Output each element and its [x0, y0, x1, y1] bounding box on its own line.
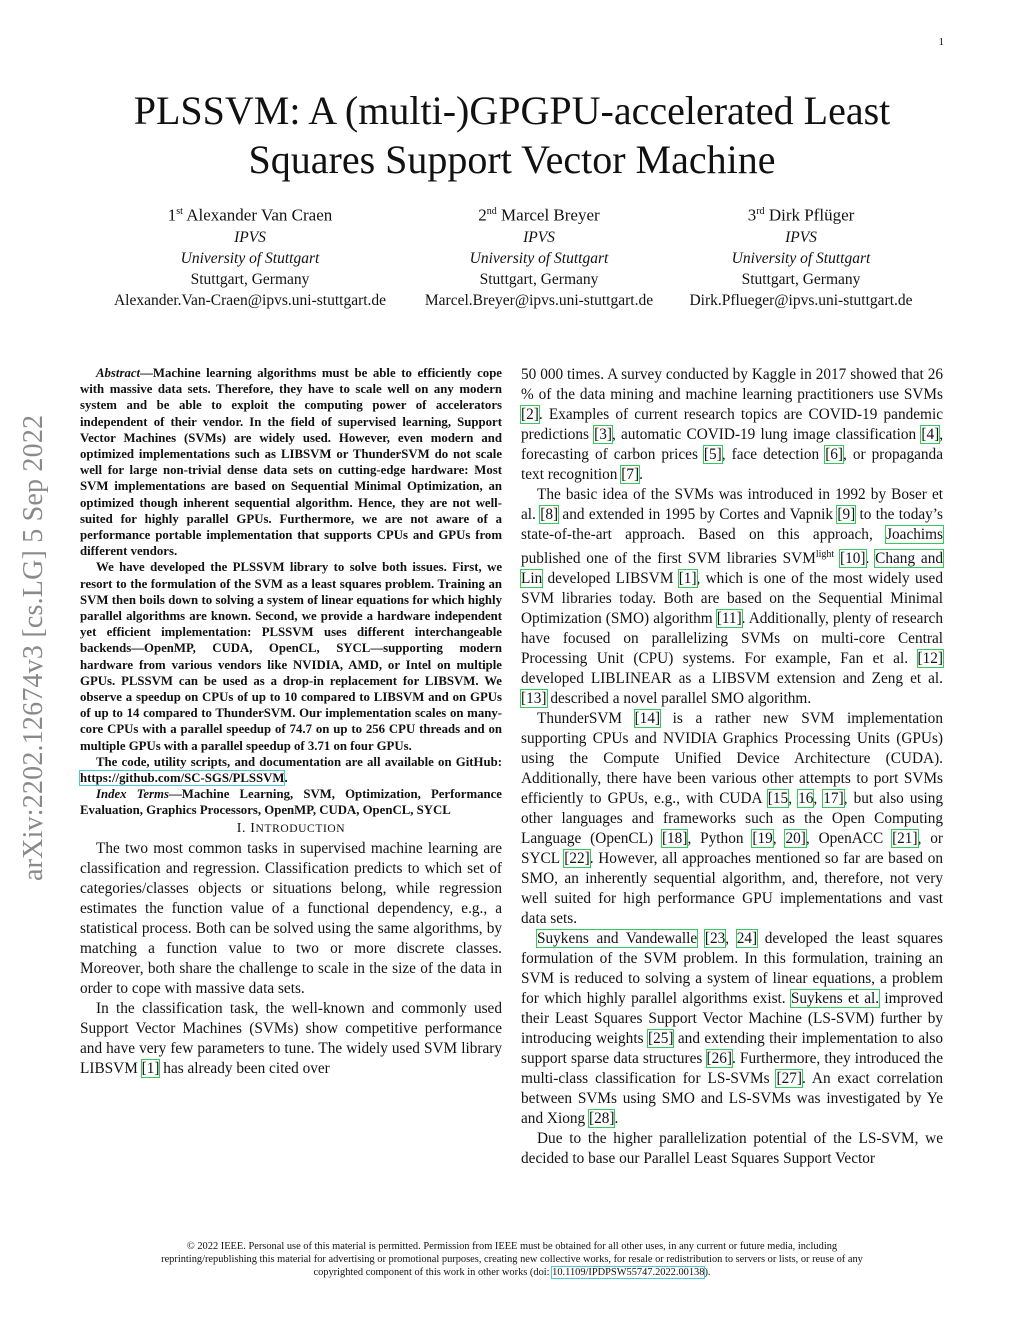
arxiv-stamp: arXiv:2202.12674v3 [cs.LG] 5 Sep 2022: [18, 414, 49, 881]
citation-link[interactable]: [10]: [840, 550, 866, 568]
index-terms-text: —Machine Learning, SVM, Optimization, Performance Evaluation, Graphics Processors, OpenMP, CUDA, OpenCL, SYCL: [80, 787, 502, 818]
text-run: described a novel parallel SMO algorithm.: [546, 690, 812, 708]
title-line-2: Squares Support Vector Machine: [248, 137, 776, 182]
text-run: improved their Least Squares Support Vector Machine (LS-SVM) further by introducing weights: [521, 990, 944, 1048]
author-ordinal: 3: [747, 205, 757, 225]
citation-link[interactable]: [2]: [521, 406, 539, 423]
citation-link[interactable]: [3]: [594, 426, 612, 443]
author-city: Stuttgart, Germany: [190, 270, 310, 288]
page-number: 1: [938, 36, 944, 48]
author-email[interactable]: Marcel.Breyer@ipvs.uni-stuttgart.de: [424, 291, 654, 309]
copyright-footer: [100, 1240, 924, 1279]
text-run: ,: [788, 790, 799, 808]
abstract-label: Abstract: [96, 366, 141, 380]
citation-link[interactable]: [26]: [706, 1050, 732, 1068]
author-ordinal: 1: [167, 205, 177, 225]
text-run: and extending their implementation to also support sparse data structures: [521, 1030, 943, 1068]
abstract: [80, 365, 502, 819]
right-paragraph-4: [521, 929, 943, 1129]
text-run: developed LIBSVM: [542, 570, 679, 588]
author-dept: IPVS: [785, 228, 817, 246]
text-run: .: [639, 466, 643, 483]
author-email[interactable]: Dirk.Pflueger@ipvs.uni-stuttgart.de: [689, 291, 913, 309]
author-dept: IPVS: [234, 228, 266, 246]
footer-doi-suffix: ).: [704, 1267, 711, 1278]
text-run: developed the least squares formulation of the SVM problem. In this formulation, training an SVM is reduced to solving a system of linear equations, a problem for which highly parallel algorithms exist.: [521, 930, 943, 1008]
citation-link[interactable]: [4]: [921, 426, 940, 443]
doi-link[interactable]: 10.1109/IPDPSW55747.2022.00138: [552, 1267, 705, 1278]
intro-paragraph-1: The two most common tasks in supervised machine learning are classification and regression. Classification predicts to which set of categories/classes objects or situations belong, while regression estimates the function value of a functional dependency, e.g., a statistical process. Both can be solved using the same algorithms, by matching a function value to two or more discrete classes. Moreover, both share the challenge to scale in the size of the data in order to cope with massive data sets.: [80, 839, 502, 997]
abstract-paragraph-3: [80, 754, 502, 786]
title-line-1: PLSSVM: A (multi-)GPGPU-accelerated Least: [133, 88, 891, 133]
text-run: ,: [725, 930, 737, 948]
citation-link[interactable]: [8]: [540, 506, 559, 523]
abstract-text: —Machine learning algorithms must be able to efficiently cope with massive data sets. Therefore, they have to scale well on any modern system and be able to exploit the computing power of accelerators independent of their vendor. In the field of supervised learning, Support Vector Machines (SVMs) are widely used. However, even modern and optimized implementations such as LIBSVM or ThunderSVM do not scale well for large non-trivial dense data sets on cutting-edge hardware: Most SVM implementations are based on Sequential Minimal Optimization, an optimized though inherent sequential algorithm. Hence, they are not well-suited for highly parallel GPUs. Furthermore, we are not aware of a performance portable implementation that supports CPUs and GPUs from different vendors.: [80, 366, 502, 559]
section-heading-introduction: [80, 819, 502, 839]
citation-link[interactable]: [6]: [825, 446, 844, 463]
author-dept: IPVS: [523, 228, 555, 246]
index-terms: [80, 786, 502, 818]
footer-line-1: © 2022 IEEE. Personal use of this material is permitted. Permission from IEEE must be obtained for all other uses, in any current or future media, including: [186, 1241, 838, 1252]
author-block-1: [85, 201, 415, 311]
text-run: and extended in 1995 by Cortes and Vapnik: [558, 506, 838, 523]
citation-link[interactable]: [28]: [588, 1110, 615, 1128]
intro-text-end: has already been cited over: [159, 1059, 330, 1077]
abstract-paragraph-1: [80, 365, 502, 559]
citation-link[interactable]: [21]: [892, 830, 918, 848]
author-link-suykens-vandewalle[interactable]: Suykens and Vandewalle: [537, 930, 698, 948]
text-run: to the today’s state-of-the-art approach. Based on this approach,: [521, 506, 943, 543]
author-city: Stuttgart, Germany: [741, 270, 861, 288]
right-paragraph-1: [521, 365, 943, 485]
right-column: [521, 365, 943, 1169]
citation-link[interactable]: [13]: [521, 690, 547, 708]
citation-link[interactable]: [25]: [647, 1030, 674, 1048]
author-ordinal-sup: rd: [756, 206, 765, 217]
author-name: [85, 201, 415, 226]
abstract-paragraph-2: We have developed the PLSSVM library to solve both issues. First, we resort to the formulation of the SVM as a least squares problem. Training an SVM then boils down to solving a system of linear equations for which highly parallel algorithms are known. Second, we provide a hardware independent yet efficient implementation: PLSSVM uses different interchangeable backends—OpenMP, CUDA, OpenCL, SYCL—supporting modern hardware from various vendors like NVIDIA, AMD, or Intel on multiple GPUs. PLSSVM can be used as a drop-in replacement for LIBSVM. We observe a speedup on CPUs of up to 10 compared to LIBSVM and on GPUs of up to 14 compared to ThunderSVM. Our implementation scales on many-core CPUs with a parallel speedup of 74.7 on up to 256 CPU threads and on multiple GPUs with a parallel speedup of 3.71 on four GPUs.: [80, 560, 502, 753]
text-run: developed LIBLINEAR as a LIBSVM extension and Zeng et al.: [521, 670, 943, 688]
citation-link[interactable]: [14]: [634, 710, 661, 728]
citation-link[interactable]: [9]: [837, 506, 856, 523]
text-run: , Python: [687, 830, 753, 848]
intro-paragraph-2: [80, 999, 502, 1079]
author-name-text: Alexander Van Craen: [186, 205, 333, 225]
author-link-suykens[interactable]: Suykens et al.: [790, 990, 880, 1008]
author-name-text: Dirk Pflüger: [768, 205, 855, 225]
citation-link[interactable]: [19: [752, 830, 773, 848]
citation-link[interactable]: [5]: [703, 446, 722, 463]
text-run: . Examples of current research topics are COVID-19 pandemic predictions: [521, 406, 943, 443]
citation-link[interactable]: [1]: [678, 570, 697, 588]
author-ordinal-sup: nd: [486, 206, 497, 217]
footer-line-3: [100, 1266, 924, 1279]
author-link-joachims[interactable]: Joachims: [886, 526, 943, 543]
right-paragraph-5: Due to the higher parallelization potential of the LS-SVM, we decided to base our Parallel Least Squares Support Vector: [521, 1130, 943, 1168]
citation-link[interactable]: 24]: [736, 930, 758, 948]
author-ordinal-sup: st: [176, 206, 183, 217]
text-run: 50 000 times. A survey conducted by Kaggle in 2017 showed that 26 % of the data mining and machine learning practitioners use SVMs: [521, 366, 943, 403]
author-name-text: Marcel Breyer: [501, 205, 600, 225]
author-ordinal: 2: [478, 205, 487, 225]
text-run: , or propaganda text recognition: [521, 446, 943, 483]
paper-title: [80, 86, 944, 184]
text-run: [697, 930, 705, 947]
citation-link[interactable]: [22]: [564, 850, 590, 868]
text-run: , face detection: [721, 446, 826, 463]
author-block-3: [636, 201, 966, 311]
text-run: .: [614, 1110, 619, 1128]
text-run: is a rather new SVM implementation supporting CPUs and NVIDIA Graphics Processing Units (GPUs) using the Compute Unified Device Architecture (CUDA). Additionally, there have been various other attempts to port SVMs efficiently to GPUs, e.g., with CUDA: [521, 710, 943, 808]
index-terms-label: Index Terms: [96, 787, 169, 802]
text-run: ,: [772, 830, 786, 848]
author-univ: University of Stuttgart: [180, 249, 320, 267]
author-univ: University of Stuttgart: [469, 249, 609, 267]
github-link[interactable]: https://github.com/SC-SGS/PLSSVM: [80, 771, 285, 786]
citation-link[interactable]: 16: [798, 790, 814, 808]
text-run: . However, all approaches mentioned so far are based on SMO, an inherently sequential algorithm, and, therefore, not very well suited for high performance GPU implementations and vast data sets.: [521, 850, 943, 928]
text-run: . Furthermore, they introduced the multi-class classification for LS-SVMs: [521, 1050, 943, 1088]
text-run: .: [865, 550, 876, 568]
footer-line-2: reprinting/republishing this material for advertising or promotional purposes, creating new collective works, for resale or redistribution to servers or lists, or reuse of any: [161, 1254, 863, 1265]
citation-link[interactable]: [23: [704, 930, 726, 948]
text-run: ThunderSVM: [537, 710, 635, 728]
footer-doi-prefix: copyrighted component of this work in other works (doi:: [313, 1267, 553, 1278]
text-run: , but also using other languages and frameworks such as the Open Computing Language (OpenCL): [521, 790, 944, 848]
citation-link[interactable]: 20]: [785, 830, 806, 848]
text-run: . An exact correlation between SVMs using SMO and LS-SVMs was investigated by Ye and Xiong: [521, 1070, 943, 1128]
author-email[interactable]: Alexander.Van-Craen@ipvs.uni-stuttgart.de: [113, 291, 387, 309]
intro-text: In the classification task, the well-known and commonly used Support Vector Machines (SVMs) show competitive performance and have very few parameters to tune. The widely used SVM library LIBSVM: [80, 999, 502, 1077]
section-title-rest: NTRODUCTION: [255, 822, 346, 835]
citation-link[interactable]: 17]: [823, 790, 844, 808]
text-run: The basic idea of the SVMs was introduced in 1992 by Boser et al.: [521, 486, 943, 523]
citation-link[interactable]: [15: [767, 790, 789, 808]
text-run: . Additionally, plenty of research have focused on parallelizing SVMs on multi-core Central Processing Unit (CPU) systems. For example, Fan et al.: [521, 610, 943, 668]
text-run: published one of the first SVM libraries SVM: [521, 550, 816, 568]
text-run: , which is one of the most widely used SVM libraries today. Both are based on the Sequential Minimal Optimization (SMO) algorithm: [521, 570, 943, 628]
text-run: , forecasting of carbon prices: [521, 426, 944, 463]
citation-link[interactable]: [18]: [661, 830, 688, 848]
section-number: I.: [236, 820, 247, 836]
left-column: [80, 365, 502, 1079]
author-city: Stuttgart, Germany: [479, 270, 599, 288]
citation-link[interactable]: [12]: [917, 650, 943, 668]
citation-link[interactable]: [7]: [621, 466, 640, 483]
right-paragraph-3: [521, 709, 943, 929]
section-initial: I: [250, 820, 256, 836]
text-run: , automatic COVID-19 lung image classification: [612, 426, 922, 443]
superscript-light: light: [815, 549, 835, 560]
author-univ: University of Stuttgart: [731, 249, 871, 267]
citation-link[interactable]: [11]: [716, 610, 742, 628]
abstract-code-text: The code, utility scripts, and documentation are all available on GitHub:: [96, 754, 502, 769]
abstract-code-end: .: [284, 771, 288, 786]
author-name: [636, 201, 966, 226]
citation-link[interactable]: [27]: [776, 1070, 802, 1088]
text-run: ,: [813, 790, 824, 808]
text-run: , or SYCL: [521, 830, 944, 868]
text-run: , OpenACC: [805, 830, 893, 848]
author-link-chang-lin[interactable]: Chang and Lin: [521, 550, 944, 588]
citation-link[interactable]: [1]: [141, 1059, 160, 1077]
right-paragraph-2: [521, 485, 943, 709]
